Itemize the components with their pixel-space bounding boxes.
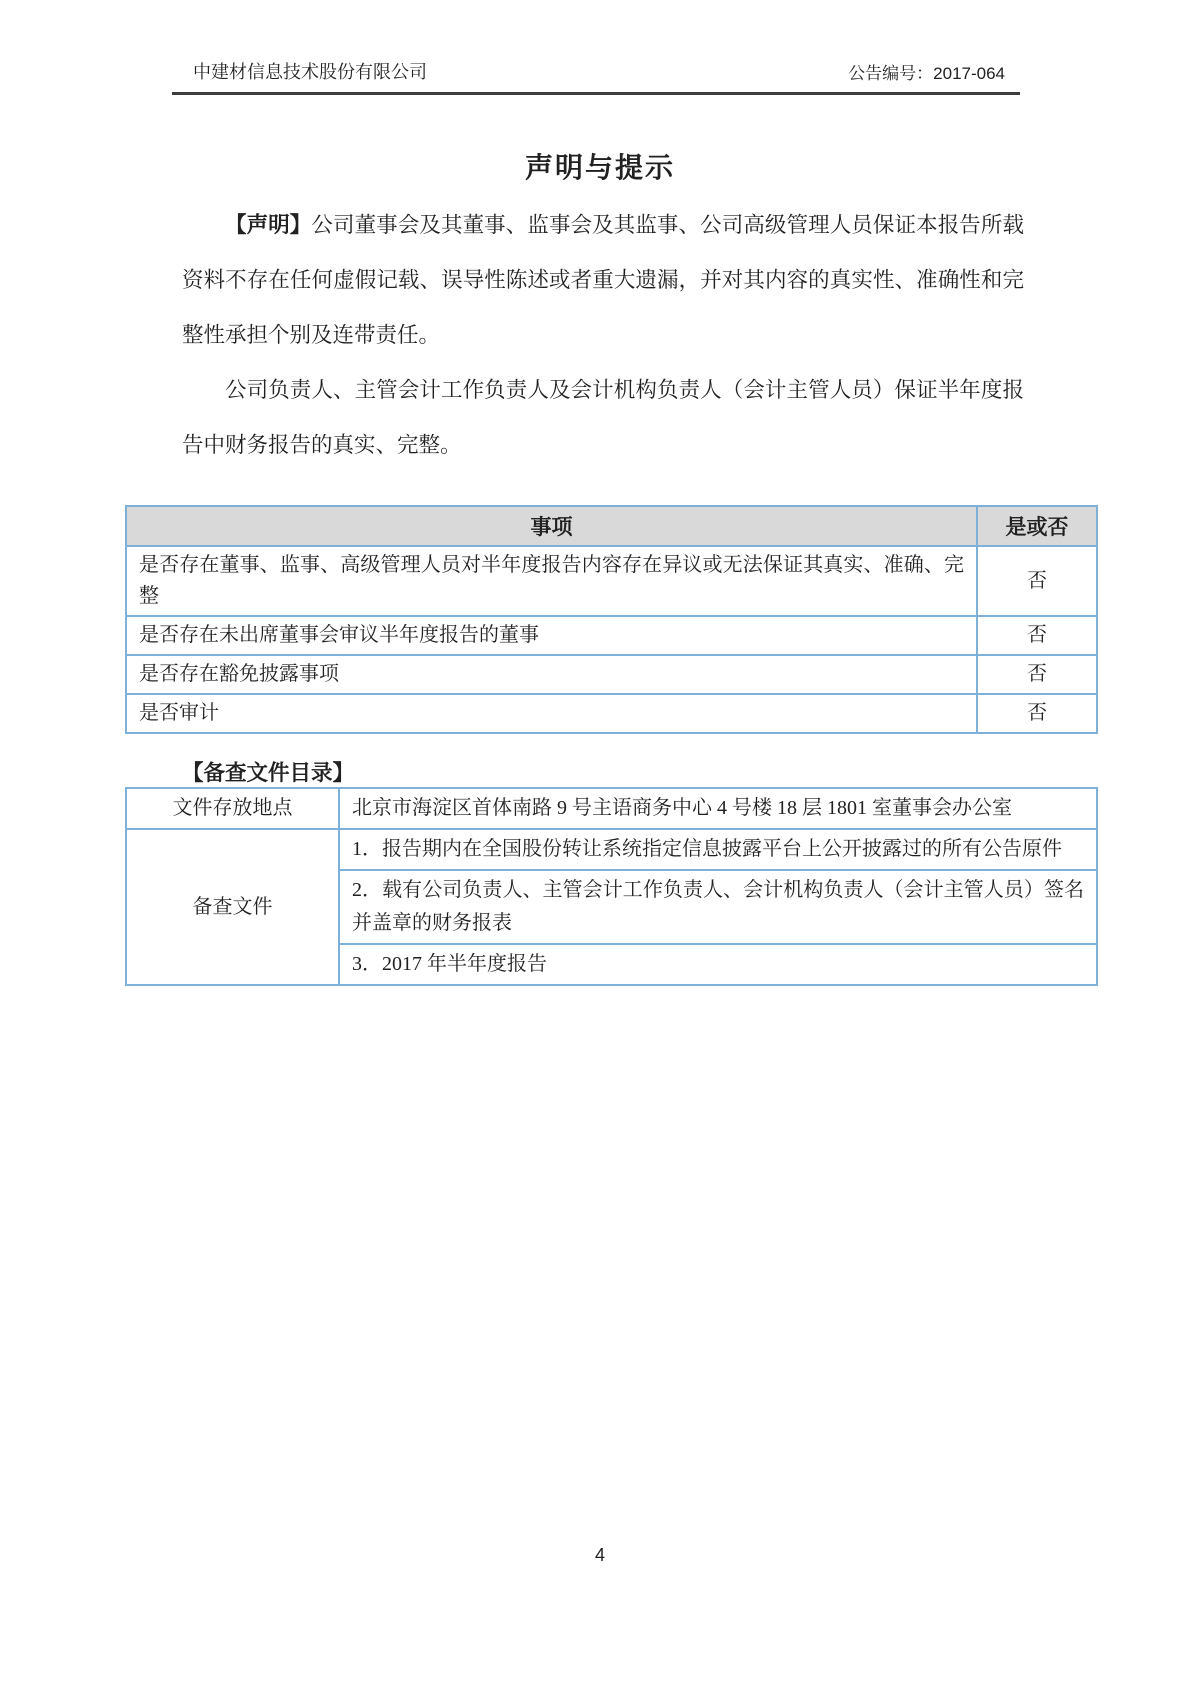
- file-item-cell: 3．2017 年半年度报告: [339, 944, 1097, 985]
- table-row: [126, 616, 1097, 655]
- matter-answer: 否: [977, 694, 1097, 733]
- matter-item: 是否审计: [126, 694, 977, 733]
- responsibility-paragraph: 公司负责人、主管会计工作负责人及会计机构负责人（会计主管人员）保证半年度报告中财务报告的真实、完整。: [182, 378, 1024, 457]
- documents-table: [125, 787, 1098, 986]
- page-number: 4: [594, 1545, 605, 1565]
- table-row: [126, 829, 1097, 870]
- matters-header-row: [126, 506, 1097, 546]
- matter-item: 是否存在未出席董事会审议半年度报告的董事: [126, 616, 977, 655]
- declaration-body: 公司董事会及其董事、监事会及其监事、公司高级管理人员保证本报告所载资料不存在任何虚假记载、误导性陈述或者重大遗漏，并对其内容的真实性、准确性和完整性承担个别及连带责任。: [182, 213, 1024, 347]
- declaration-tag: 【声明】: [225, 213, 312, 237]
- table-row: [126, 788, 1097, 829]
- matter-item: 是否存在豁免披露事项: [126, 655, 977, 694]
- documents-section-heading: 【备查文件目录】: [182, 761, 355, 785]
- matter-item: 是否存在董事、监事、高级管理人员对半年度报告内容存在异议或无法保证其真实、准确、完整: [126, 546, 977, 616]
- company-name: 中建材信息技术股份有限公司: [193, 62, 427, 82]
- location-label-cell: 文件存放地点: [126, 788, 339, 829]
- announcement-number: 公告编号：2017-064: [848, 64, 1005, 83]
- table-row: [126, 546, 1097, 616]
- matters-table: [125, 505, 1098, 734]
- page-title: 声明与提示: [524, 153, 675, 184]
- file-item-cell: 2．载有公司负责人、主管会计工作负责人、会计机构负责人（会计主管人员）签名并盖章的财务报表: [339, 870, 1097, 944]
- table-row: [126, 655, 1097, 694]
- matter-answer: 否: [977, 546, 1097, 616]
- table-row: [126, 694, 1097, 733]
- files-label-cell: 备查文件: [126, 829, 339, 985]
- declaration-paragraph: [182, 198, 1024, 363]
- page-header: [172, 58, 1020, 95]
- matters-header-item: 事项: [126, 506, 977, 546]
- matter-answer: 否: [977, 616, 1097, 655]
- file-item-cell: 1．报告期内在全国股份转让系统指定信息披露平台上公开披露过的所有公告原件: [339, 829, 1097, 870]
- matters-header-answer: 是或否: [977, 506, 1097, 546]
- location-value-cell: 北京市海淀区首体南路 9 号主语商务中心 4 号楼 18 层 1801 室董事会办公室: [339, 788, 1097, 829]
- matter-answer: 否: [977, 655, 1097, 694]
